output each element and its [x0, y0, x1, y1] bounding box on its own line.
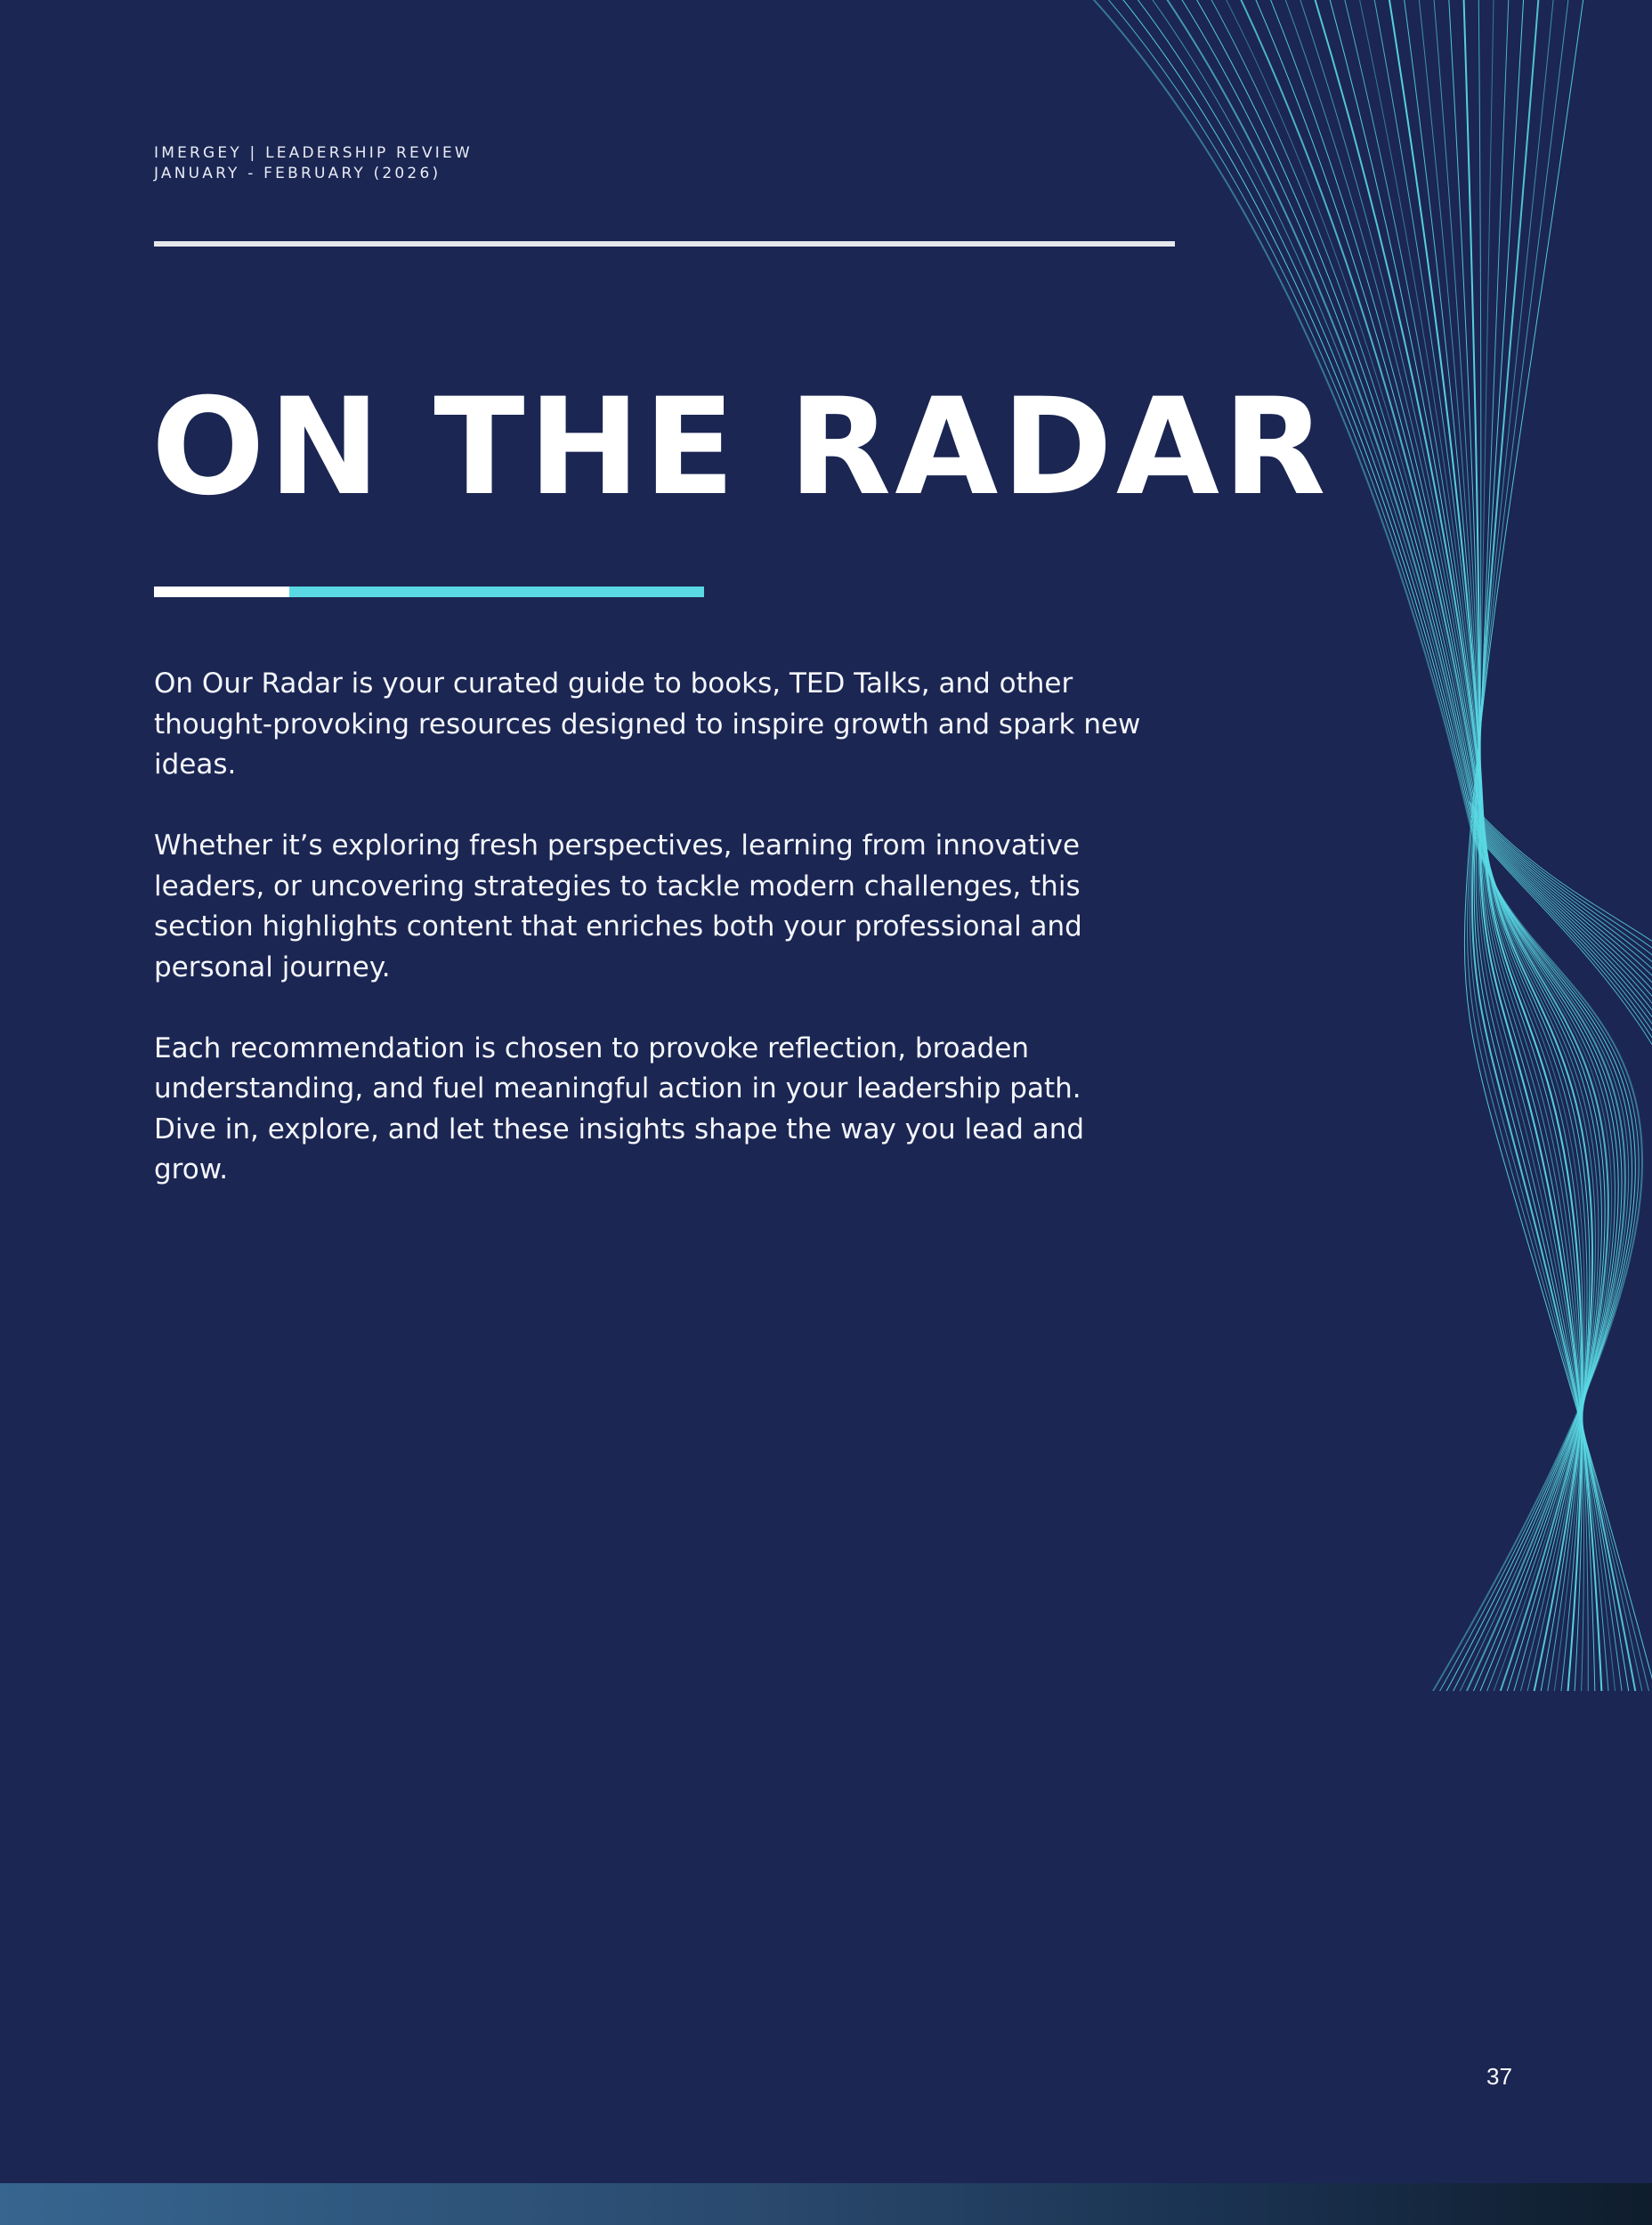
wave-line	[1470, 0, 1641, 1691]
page-number: 37	[1486, 2063, 1512, 2090]
accent-bar-cyan	[289, 587, 704, 597]
accent-bar-white	[154, 587, 289, 597]
publication-header	[154, 143, 473, 184]
intro-paragraph-2: Whether it’s exploring fresh perspectives, learning from innovative leaders, or uncovering strategies to tackle modern challenges, this section highlights content that enriches both your professional and personal journey.	[154, 829, 1082, 983]
header-divider	[154, 241, 1175, 247]
wave-line	[1342, 0, 1587, 1691]
wave-line	[1476, 0, 1622, 1691]
intro-text	[154, 664, 1142, 1231]
wave-line	[1464, 0, 1652, 1691]
section-title: ON THE RADAR	[151, 370, 1330, 525]
wave-line	[1298, 0, 1596, 1691]
issue-date: JANUARY - FEBRUARY (2026)	[154, 165, 441, 182]
wave-line	[1101, 0, 1639, 1691]
footer-band	[0, 2183, 1652, 2225]
intro-paragraph-1: On Our Radar is your curated guide to books, TED Talks, and other thought-provoking resources designed to inspire growth and spark new ideas.	[154, 668, 1141, 781]
wave-line	[1328, 0, 1590, 1691]
publication-name: IMERGEY | LEADERSHIP REVIEW	[154, 144, 473, 162]
wave-line	[1313, 0, 1593, 1691]
wave-line	[1131, 0, 1632, 1691]
wave-line	[1267, 0, 1602, 1691]
wave-line	[1207, 0, 1616, 1691]
wave-line	[1177, 0, 1622, 1691]
title-accent-bar	[154, 587, 704, 597]
wave-line	[1192, 0, 1618, 1691]
wave-line	[1146, 0, 1629, 1691]
intro-paragraph-3: Each recommendation is chosen to provoke reflection, broaden understanding, and fuel meaningful action in your leadership path. Dive in, explore, and let these insights shape the way you lead and grow.	[154, 1032, 1085, 1185]
wave-line	[1222, 0, 1612, 1691]
wave-line	[1086, 0, 1642, 1691]
wave-line	[1162, 0, 1625, 1691]
wave-line	[1237, 0, 1608, 1691]
wave-line	[1283, 0, 1599, 1691]
wave-line	[1403, 0, 1582, 1691]
wave-line	[1470, 805, 1652, 958]
wave-line	[1252, 0, 1605, 1691]
